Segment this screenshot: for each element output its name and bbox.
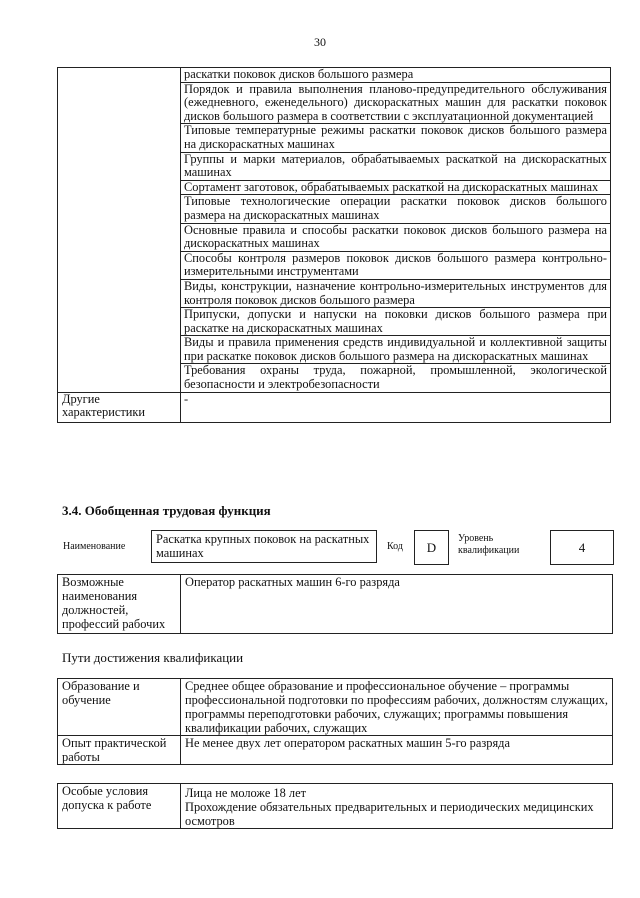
conditions-label: Особые условия допуска к работе (58, 784, 181, 829)
table-row (58, 392, 611, 422)
positions-label: Возможные наименования должностей, профессий рабочих (58, 575, 181, 634)
condition-item: Лица не моложе 18 лет (185, 786, 307, 800)
qualification-level-value: 4 (550, 530, 614, 565)
table-row (58, 68, 611, 83)
table-row (58, 575, 613, 634)
table-row (58, 784, 613, 829)
knowledge-item: Припуски, допуски и напуски на поковки дисков большого размера при раскатке на дискораскатных машинах (181, 308, 611, 336)
knowledge-item: Виды и правила применения средств индивидуальной и коллективной защиты при раскатке поковок дисков большого размера на дискораскатных машинах (181, 336, 611, 364)
knowledge-item: Группы и марки материалов, обрабатываемых раскаткой на дискораскатных машинах (181, 152, 611, 180)
knowledge-item: Порядок и правила выполнения планово-предупредительного обслуживания (ежедневного, еженедельного) дискораскатных машин для раскатки поковок дисков большого размера в соответствии с эксплуатационной документацией (181, 82, 611, 124)
knowledge-item: Способы контроля размеров поковок дисков большого размера контрольно-измерительными инструментами (181, 251, 611, 279)
qualification-level-label: Уровень квалификации (458, 533, 520, 556)
knowledge-item: Типовые технологические операции раскатки поковок дисков большого размера на дискораскатных машинах (181, 195, 611, 223)
conditions-value (181, 784, 613, 829)
paths-heading: Пути достижения квалификации (62, 650, 244, 665)
knowledge-item: Основные правила и способы раскатки поковок дисков большого размера на дискораскатных машинах (181, 223, 611, 251)
knowledge-item: Типовые температурные режимы раскатки поковок дисков большого размера на дискораскатных машинах (181, 124, 611, 152)
table-row (58, 736, 613, 765)
other-characteristics-value: - (181, 392, 611, 422)
knowledge-item: Виды, конструкции, назначение контрольно-измерительных инструментов для контроля поковок дисков большого размера (181, 279, 611, 307)
education-value: Среднее общее образование и профессиональное обучение – программы профессиональной подготовки по профессиям рабочих, должностям служащих, программы переподготовки рабочих, служащих; программы повышения квалификации рабочих, служащих (181, 679, 613, 736)
knowledge-label-cell (58, 68, 181, 393)
education-label: Образование и обучение (58, 679, 181, 736)
education-table (57, 678, 613, 765)
function-code-label: Код (387, 541, 403, 552)
function-name-value: Раскатка крупных поковок на раскатных машинах (151, 530, 377, 563)
experience-value: Не менее двух лет оператором раскатных машин 5-го разряда (181, 736, 613, 765)
function-code-value: D (414, 530, 449, 565)
positions-table (57, 574, 613, 634)
other-characteristics-label: Другие характеристики (58, 392, 181, 422)
experience-label: Опыт практической работы (58, 736, 181, 765)
section-heading: 3.4. Обобщенная трудовая функция (62, 503, 271, 518)
knowledge-item: Сортамент заготовок, обрабатываемых раскаткой на дискораскатных машинах (181, 180, 611, 195)
knowledge-table (57, 67, 611, 423)
conditions-table (57, 783, 613, 829)
knowledge-item: Требования охраны труда, пожарной, промышленной, экологической безопасности и электробезопасности (181, 364, 611, 392)
table-row (58, 679, 613, 736)
positions-value: Оператор раскатных машин 6-го разряда (181, 575, 613, 634)
condition-item: Прохождение обязательных предварительных и периодических медицинских осмотров (185, 800, 594, 828)
knowledge-item: раскатки поковок дисков большого размера (181, 68, 611, 83)
function-header (57, 530, 613, 565)
function-name-label: Наименование (63, 541, 126, 552)
page-number: 30 (314, 35, 326, 49)
